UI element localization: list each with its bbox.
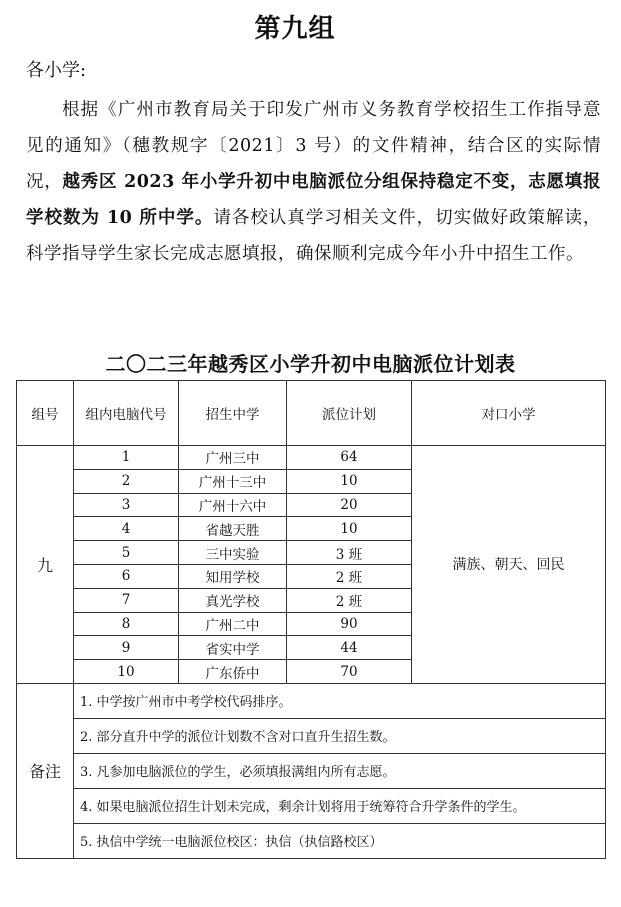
note-row (17, 683, 606, 718)
row-plan: 3 班 (287, 541, 412, 565)
note-item: 5. 执信中学统一电脑派位校区：执信（执信路校区） (74, 823, 606, 858)
row-school: 广州二中 (179, 612, 287, 636)
header-group: 组号 (17, 381, 74, 446)
greeting: 各小学: (26, 60, 87, 81)
header-plan: 派位计划 (287, 381, 412, 446)
note-row (17, 753, 606, 788)
row-code: 6 (74, 564, 179, 588)
notes-label: 备注 (17, 683, 74, 858)
row-code: 7 (74, 588, 179, 612)
group-number: 九 (17, 446, 74, 684)
note-row (17, 788, 606, 823)
row-code: 9 (74, 636, 179, 660)
paragraph-part-1: 根据《广州市教育局关于印发广州市义务教育学校招生工作指导意见的通知》（穗教规字〔2021〕3 号）的文件精神，结合区的实际情况， (26, 100, 601, 192)
row-code: 5 (74, 541, 179, 565)
paragraph-bold: 越秀区 2023 年小学升初中电脑派位分组保持稳定不变，志愿填报学校数为 10 所中学。 (26, 172, 602, 228)
header-school: 招生中学 (179, 381, 287, 446)
header-primary: 对口小学 (412, 381, 606, 446)
row-school: 广州十六中 (179, 493, 287, 517)
row-school: 省实中学 (179, 636, 287, 660)
note-row (17, 823, 606, 858)
table-row (17, 446, 606, 470)
row-plan: 64 (287, 446, 412, 470)
paragraph-part-2: 请各校认真学习相关文件，切实做好政策解读，科学指导学生家长完成志愿填报，确保顺利完成今年小升中招生工作。 (26, 208, 601, 264)
row-school: 三中实验 (179, 541, 287, 565)
row-code: 1 (74, 446, 179, 470)
row-code: 3 (74, 493, 179, 517)
row-school: 真光学校 (179, 588, 287, 612)
allocation-table (16, 380, 606, 859)
row-plan: 44 (287, 636, 412, 660)
row-school: 省越天胜 (179, 517, 287, 541)
primary-schools: 满族、朝天、回民 (412, 446, 606, 684)
note-row (17, 718, 606, 753)
note-item: 1. 中学按广州市中考学校代码排序。 (74, 683, 606, 718)
row-code: 2 (74, 469, 179, 493)
row-plan: 20 (287, 493, 412, 517)
row-plan: 10 (287, 517, 412, 541)
row-school: 知用学校 (179, 564, 287, 588)
row-code: 4 (74, 517, 179, 541)
row-school: 广州十三中 (179, 469, 287, 493)
row-plan: 2 班 (287, 588, 412, 612)
table-title: 二〇二三年越秀区小学升初中电脑派位计划表 (105, 352, 516, 376)
table-header-row (17, 381, 606, 446)
note-item: 2. 部分直升中学的派位计划数不含对口直升生招生数。 (74, 718, 606, 753)
page-title: 第九组 (254, 14, 336, 44)
row-plan: 2 班 (287, 564, 412, 588)
note-item: 3. 凡参加电脑派位的学生，必须填报满组内所有志愿。 (74, 753, 606, 788)
header-code: 组内电脑代号 (74, 381, 179, 446)
notice-paragraph (26, 92, 601, 272)
note-item: 4. 如果电脑派位招生计划未完成，剩余计划将用于统筹符合升学条件的学生。 (74, 788, 606, 823)
row-plan: 90 (287, 612, 412, 636)
row-school: 广东侨中 (179, 660, 287, 684)
row-school: 广州三中 (179, 446, 287, 470)
row-code: 10 (74, 660, 179, 684)
row-plan: 10 (287, 469, 412, 493)
row-code: 8 (74, 612, 179, 636)
row-plan: 70 (287, 660, 412, 684)
